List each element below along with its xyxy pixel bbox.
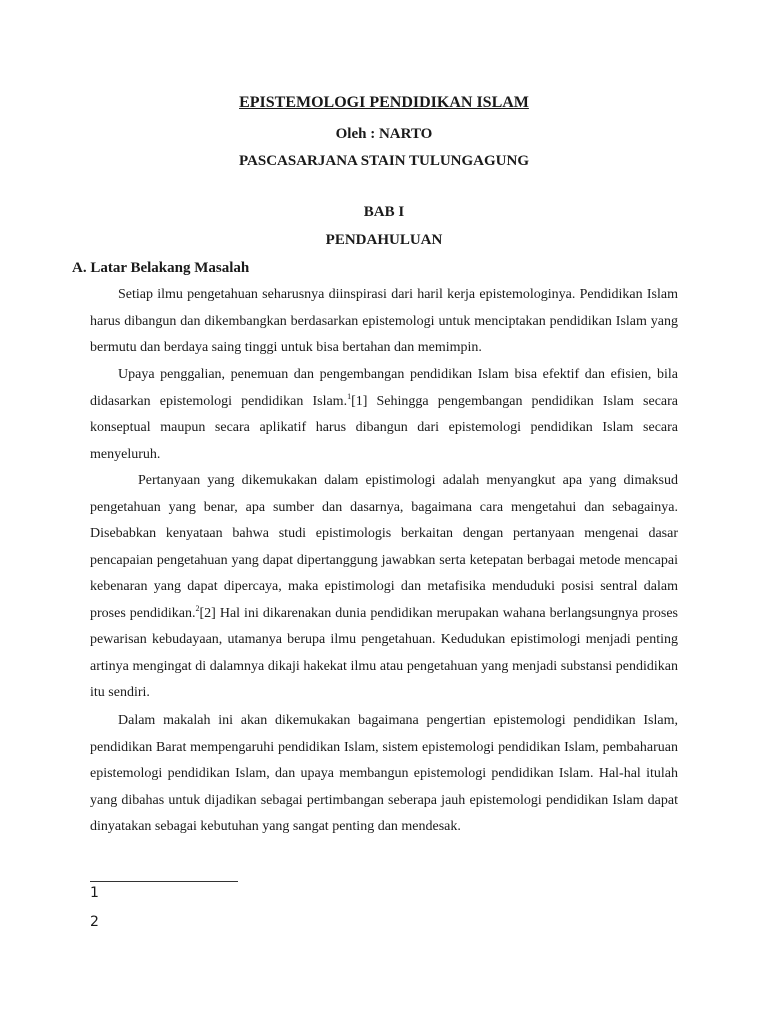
chapter-title: PENDAHULUAN	[325, 232, 443, 248]
paragraph-2-text	[90, 362, 678, 468]
paragraph-3	[90, 468, 678, 707]
paragraph-4-text: Dalam makalah ini akan dikemukakan bagaimana pengertian epistemologi pendidikan Islam, pendidikan Barat mempengaruhi pendidikan Islam, sistem epistemologi pendidikan Islam, pembaharuan epistemologi pendidikan Islam, dan upaya membangun epistemologi pendidikan Islam. Hal-hal itulah yang dibahas untuk dijadikan sebagai pertimbangan seberapa jauh epistemologi pendidikan Islam dapat dinyatakan sebagai kebutuhan yang sangat penting dan mendesak.	[90, 713, 678, 834]
footnote-ref-2[interactable]: 2	[195, 603, 200, 613]
footnote-divider	[90, 881, 238, 882]
paragraph-3-part-2: [2] Hal ini dikarenakan dunia pendidikan merupakan wahana berlangsungnya proses pewarisan kebudayaan, utamanya berupa ilmu pengetahuan. Kedudukan epistimologi menjadi penting artinya mengingat di dalamnya dikaji hakekat ilmu atau pengetahuan yang menjadi substansi pendidikan itu sendiri.	[90, 605, 678, 700]
paragraph-2	[90, 362, 678, 468]
chapter-number: BAB I	[363, 204, 405, 220]
footnote-ref-1[interactable]: 1	[347, 391, 352, 401]
paragraph-2-part-1: Upaya penggalian, penemuan dan pengembangan pendidikan Islam bisa efektif dan efisien, bila didasarkan epistemologi pendidikan Islam.	[90, 367, 678, 409]
footnote-1: 1	[90, 885, 99, 901]
institution-line: PASCASARJANA STAIN TULUNGAGUNG	[238, 153, 530, 169]
paragraph-3-part-1: Pertanyaan yang dikemukakan dalam epistimologi adalah menyangkut apa yang dimaksud pengetahuan yang benar, apa sumber dan dasarnya, bagaimana cara mengetahui dan sebagainya. Disebabkan kenyataan bahwa studi epistimologis berkaitan dengan pertanyaan mengenai dasar pencapaian pengetahuan yang dapat dipertanggung jawabkan serta ketepatan berbagai metode mencapai kebenaran yang dapat dipercaya, maka epistimologi dan metafisika menduduki posisi sentral dalam proses pendidikan.	[90, 473, 678, 621]
paragraph-4	[90, 708, 678, 841]
document-title: EPISTEMOLOGI PENDIDIKAN ISLAM	[239, 94, 529, 111]
paragraph-3-text	[90, 468, 678, 707]
author-line: Oleh : NARTO	[335, 126, 433, 142]
section-heading: A. Latar Belakang Masalah	[72, 260, 250, 276]
paragraph-2-part-2: [1] Sehingga pengembangan pendidikan Islam secara konseptual maupun secara aplikatif harus dibangun dari epistemologi pendidikan Islam secara menyeluruh.	[90, 393, 679, 462]
paragraph-1	[90, 282, 678, 362]
footnote-2: 2	[90, 914, 99, 930]
paragraph-1-text: Setiap ilmu pengetahuan seharusnya diinspirasi dari haril kerja epistemologinya. Pendidikan Islam harus dibangun dan dikembangkan berdasarkan epistemologi untuk menciptakan pendidikan Islam yang bermutu dan berdaya saing tinggi untuk bisa bertahan dan memimpin.	[90, 287, 678, 355]
